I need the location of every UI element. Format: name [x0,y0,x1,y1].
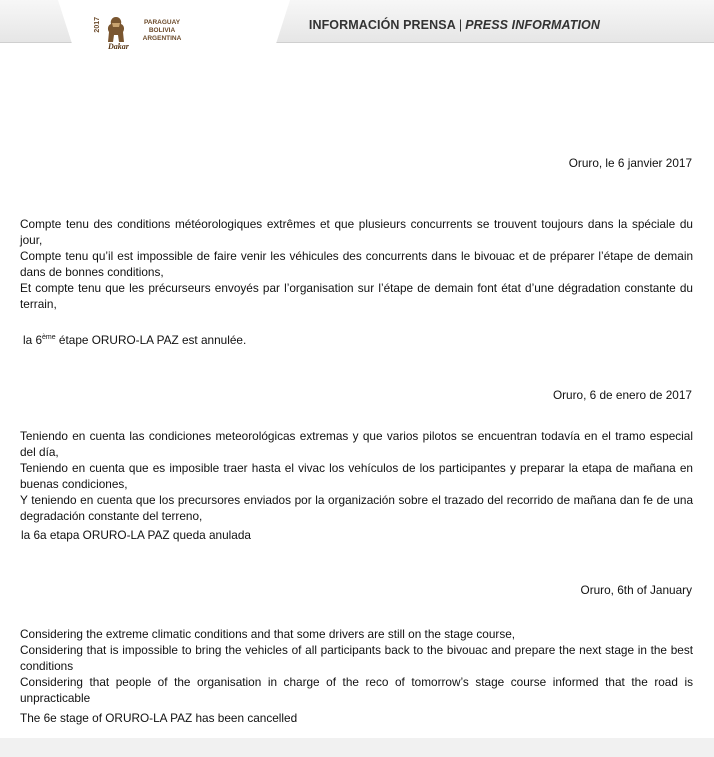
logo-countries [139,19,185,43]
press-title-es: INFORMACIÓN PRENSA [308,18,456,32]
logo-year: 2017 [94,17,101,33]
bottom-strip [0,738,714,757]
english-paragraphs [20,626,693,706]
spanish-paragraph: Teniendo en cuenta que es imposible traer hasta el vivac los vehículos de los participantes y preparar la etapa de mañana en buenas condiciones, [20,461,693,491]
english-conclusion: The 6e stage of ORURO-LA PAZ has been cancelled [20,711,298,725]
english-paragraph: Considering that is impossible to bring the vehicles of all participants back to the bivouac and prepare the next stage in the best conditions [20,643,693,673]
dakar-logo [94,15,184,53]
french-conclusion-prefix: la 6 [23,332,43,347]
spanish-date: Oruro, 6 de enero de 2017 [552,388,692,402]
spanish-paragraph: Y teniendo en cuenta que los precursores enviados por la organización sobre el trazado del recorrido de mañana dan fe de una degradación constante del terreno, [20,493,693,523]
rider-icon [104,15,128,45]
press-title-en: PRESS INFORMATION [465,18,600,32]
english-date: Oruro, 6th of January [580,583,692,597]
french-conclusion-sup: ème [42,334,56,341]
logo-country: ARGENTINA [142,35,182,42]
english-paragraph: Considering that people of the organisation in charge of the reco of tomorrow’s stage course informed that the road is unpracticable [20,675,693,705]
press-title-separator: | [458,18,463,32]
french-paragraph: Et compte tenu que les précurseurs envoyés par l’organisation sur l’étape de demain font état d’une dégradation constante du terrain, [20,281,693,311]
spanish-conclusion: la 6a etapa ORURO-LA PAZ queda anulada [21,528,251,542]
french-paragraph: Compte tenu qu’il est impossible de faire venir les véhicules des concurrents dans le bivouac et de préparer l’étape de demain dans de bonnes conditions, [20,249,693,279]
logo-brand: Dakar [108,42,129,51]
french-paragraphs [20,216,693,312]
french-conclusion [23,330,696,348]
french-conclusion-rest: étape ORURO-LA PAZ est annulée. [55,332,247,347]
french-paragraph: Compte tenu des conditions météorologiques extrêmes et que plusieurs concurrents se trouvent toujours dans la spéciale du jour, [20,217,693,247]
press-information-title [309,18,600,32]
french-date: Oruro, le 6 janvier 2017 [568,156,692,170]
logo-country: PARAGUAY [143,19,181,26]
spanish-paragraphs [20,428,693,524]
logo-country: BOLIVIA [148,27,176,34]
english-paragraph: Considering the extreme climatic conditions and that some drivers are still on the stage course, [20,627,516,641]
spanish-paragraph: Teniendo en cuenta las condiciones meteorológicas extremas y que varios pilotos se encuentran todavía en el tramo especial del día, [20,429,693,459]
header-bar [0,0,714,51]
